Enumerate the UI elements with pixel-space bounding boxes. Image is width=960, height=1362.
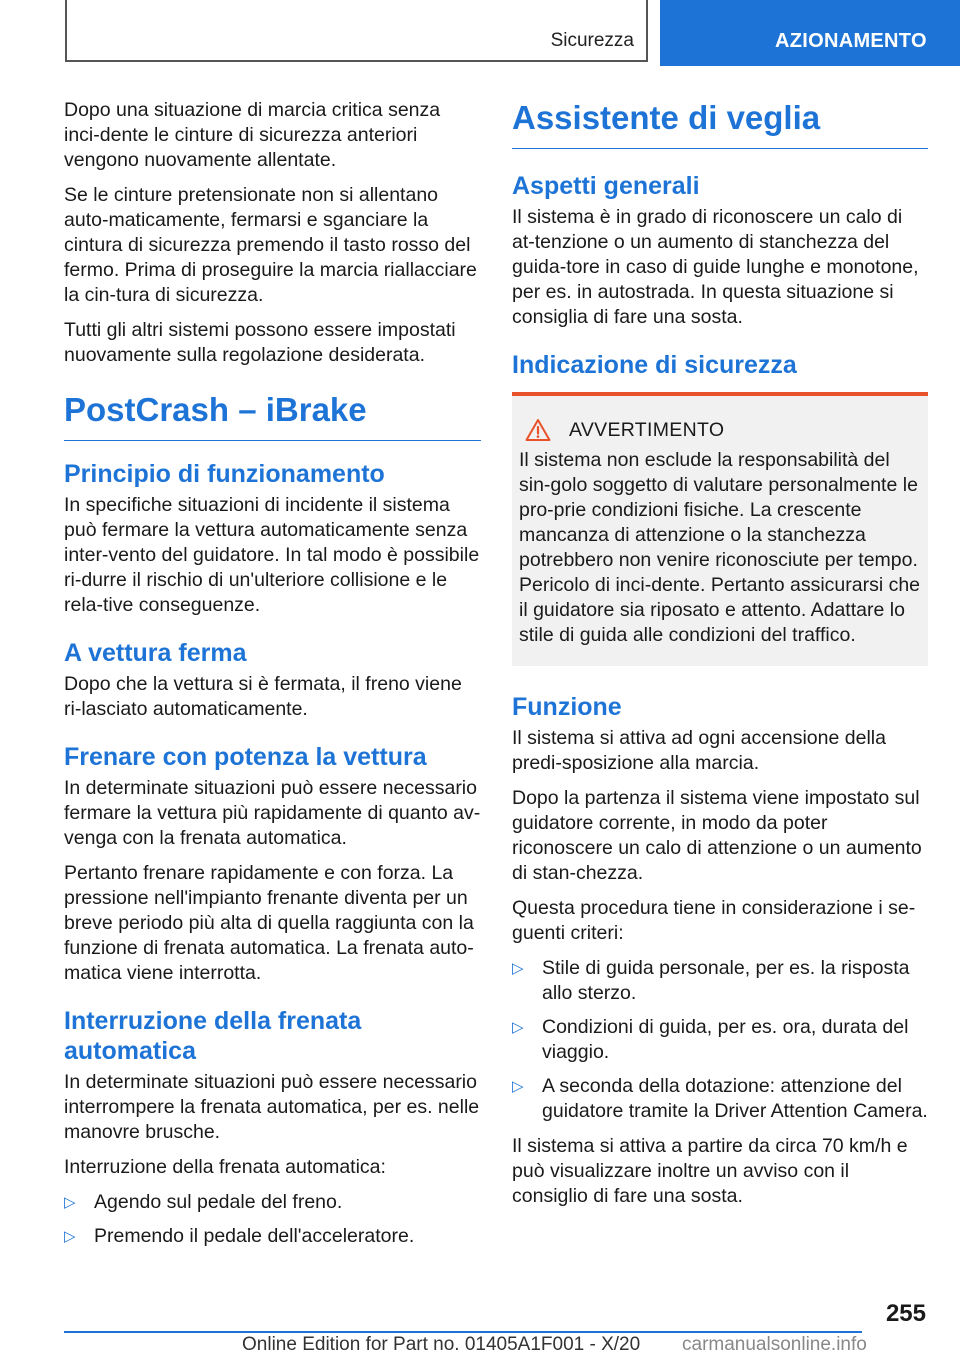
footer-divider: [64, 1331, 862, 1333]
interruzione-paragraph-1: In determinate situazioni può essere necessario interrompere la frenata automatica, per es. nelle manovre brusche.: [64, 1071, 480, 1143]
funzione-heading: Funzione: [512, 693, 622, 721]
section-aspetti: [512, 171, 928, 330]
left-column: [64, 98, 481, 1259]
interruzione-heading: Interruzione della frenata automatica: [64, 1007, 362, 1065]
interruzione-list: [64, 1190, 481, 1249]
list-item: [512, 956, 928, 1006]
page-header: [0, 0, 960, 66]
funzione-paragraph-3: Questa procedura tiene in considerazione i se-guenti criteri:: [512, 897, 916, 944]
vettura-ferma-heading: A vettura ferma: [64, 639, 247, 667]
triangle-right-icon: ▷: [64, 1194, 76, 1211]
footer-edition: Online Edition for Part no. 01405A1F001 - X/20: [242, 1334, 641, 1355]
section-principio: [64, 459, 481, 618]
indicazione-heading: Indicazione di sicurezza: [512, 351, 797, 379]
header-chapter-title: AZIONAMENTO: [775, 30, 927, 52]
intro-paragraph-2: Se le cinture pretensionate non si allentano auto-maticamente, fermarsi e sganciare la cintura di sicurezza premendo il tasto rosso del fermo. Prima di proseguire la marcia riallacciare la cin-tura di sicurezza.: [64, 184, 477, 306]
page-number: 255: [885, 1300, 926, 1327]
warning-text: Il sistema non esclude la responsabilità del sin-golo soggetto di valutare personalmente le pro-prie condizioni fisiche. La crescente mancanza di attenzione o la stanchezza potrebbero non venire riconosciute per tempo. Pericolo di inci-dente. Pertanto assicurarsi che il guidatore sia riposato e attento. Adattare lo stile di guida alle condizioni del traffico.: [519, 449, 921, 646]
list-item: [64, 1224, 481, 1249]
aspetti-paragraph: Il sistema è in grado di riconoscere un calo di at-tenzione o un aumento di stanchezza del guida-tore in caso di guide lunghe e monotone, per es. in autostrada. In questa situazione si consiglia di fare una sosta.: [512, 206, 919, 328]
header-section-title: Sicurezza: [550, 30, 634, 51]
list-item-text: Premendo il pedale dell'acceleratore.: [94, 1225, 415, 1247]
warning-title-row: [519, 418, 922, 442]
warning-triangle-icon: [525, 418, 551, 442]
warning-title: AVVERTIMENTO: [569, 418, 725, 441]
frenare-paragraph-2: Pertanto frenare rapidamente e con forza. La pressione nell'impianto frenante diventa per un breve periodo più alta di quella raggiunta con la funzione di frenata automatica. La frenata auto-matica viene interrotta.: [64, 862, 474, 984]
page-footer: [0, 1300, 960, 1362]
section-frenare: [64, 742, 481, 986]
intro-paragraph-3: Tutti gli altri sistemi possono essere impostati nuovamente sulla regolazione desiderata.: [64, 319, 456, 366]
list-item-text: A seconda della dotazione: attenzione del guidatore tramite la Driver Attention Camera.: [542, 1075, 928, 1122]
triangle-right-icon: ▷: [512, 960, 524, 977]
header-chapter-tab: [660, 0, 960, 66]
list-item: [64, 1190, 481, 1215]
list-item-text: Stile di guida personale, per es. la risposta allo sterzo.: [542, 957, 910, 1004]
intro-paragraph-1: Dopo una situazione di marcia critica senza inci-dente le cinture di sicurezza anteriori vengono nuovamente allentate.: [64, 99, 441, 171]
list-item: [512, 1074, 928, 1124]
principio-paragraph: In specifiche situazioni di incidente il sistema può fermare la vettura automaticamente senza inter-vento del guidatore. In tal modo è possibile ri-durre il rischio di un'ulteriore collisione e le rela-tive conseguenze.: [64, 494, 480, 616]
postcrash-heading: PostCrash – iBrake: [64, 390, 481, 441]
section-interruzione: [64, 1006, 481, 1249]
vettura-ferma-paragraph: Dopo che la vettura si è fermata, il freno viene ri-lasciato automaticamente.: [64, 673, 462, 720]
criteri-list: [512, 956, 928, 1124]
footer-watermark: carmanualsonline.info: [682, 1334, 867, 1355]
list-item-text: Agendo sul pedale del freno.: [94, 1191, 343, 1213]
section-funzione: [512, 692, 928, 1209]
frenare-heading: Frenare con potenza la vettura: [64, 743, 427, 771]
list-item-text: Condizioni di guida, per es. ora, durata del viaggio.: [542, 1016, 909, 1063]
funzione-paragraph-4: Il sistema si attiva a partire da circa 70 km/h e può visualizzare inoltre un avviso con il consiglio di fare una sosta.: [512, 1135, 908, 1207]
funzione-paragraph-2: Dopo la partenza il sistema viene impostato sul guidatore corrente, in modo da poter riconoscere un calo di attenzione o un aumento di stan-chezza.: [512, 787, 922, 884]
section-vettura-ferma: [64, 638, 481, 722]
list-item: [512, 1015, 928, 1065]
funzione-paragraph-1: Il sistema si attiva ad ogni accensione della predi-sposizione alla marcia.: [512, 727, 886, 774]
triangle-right-icon: ▷: [512, 1019, 524, 1036]
section-indicazione: [512, 350, 928, 666]
assistente-heading: Assistente di veglia: [512, 98, 928, 149]
aspetti-heading: Aspetti generali: [512, 172, 700, 200]
principio-heading: Principio di funzionamento: [64, 460, 385, 488]
warning-box: [512, 392, 928, 666]
triangle-right-icon: ▷: [64, 1228, 76, 1245]
frenare-paragraph-1: In determinate situazioni può essere necessario fermare la vettura più rapidamente di quanto av-venga con la frenata automatica.: [64, 777, 481, 849]
interruzione-paragraph-2: Interruzione della frenata automatica:: [64, 1156, 386, 1178]
right-column: [512, 98, 928, 1219]
triangle-right-icon: ▷: [512, 1078, 524, 1095]
header-section-box: [65, 0, 648, 62]
